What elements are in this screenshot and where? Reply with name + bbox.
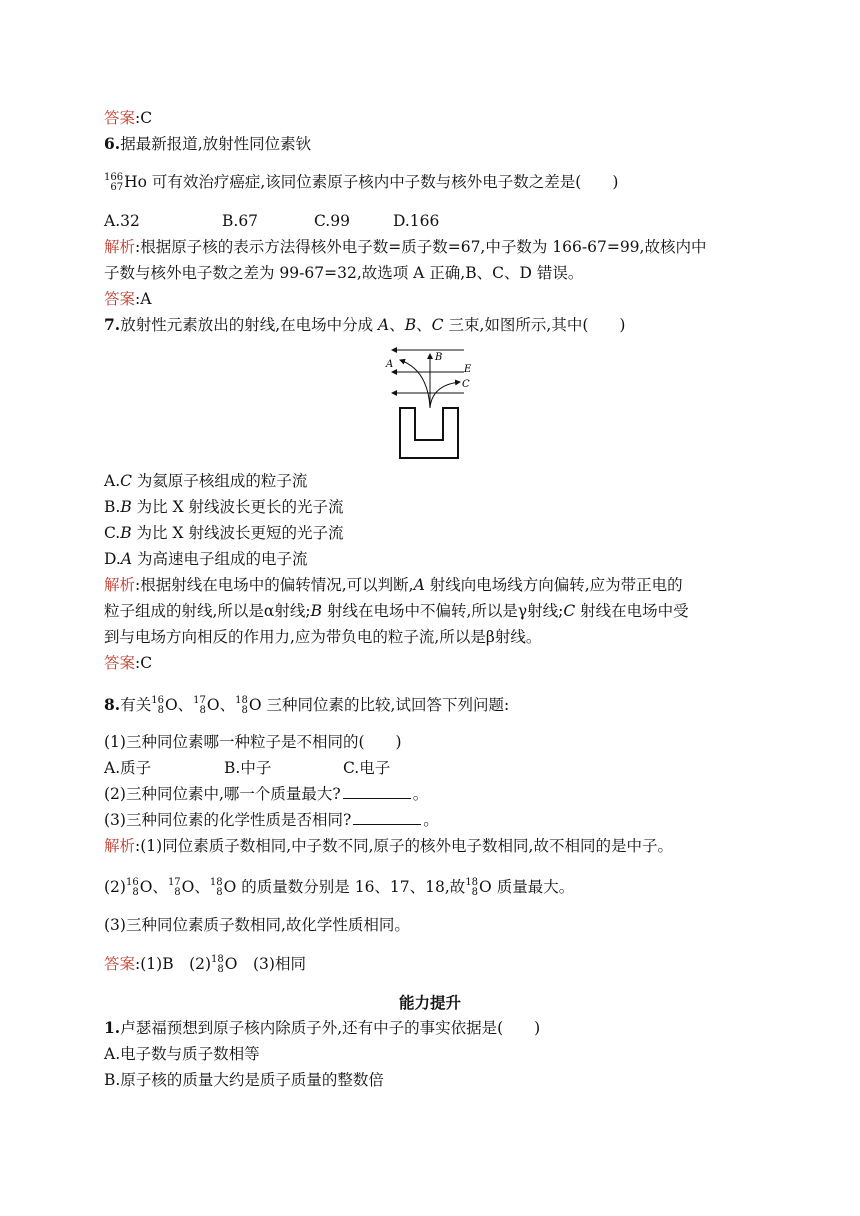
q7-option-b-beam: B	[120, 498, 132, 516]
p1-stem-text: 卢瑟福预想到原子核内除质子外,还有中子的事实依据是( )	[120, 1019, 541, 1037]
q6-options	[104, 210, 439, 232]
q7-option-b-prefix: B.	[104, 498, 121, 516]
q7-analysis-line1	[104, 574, 683, 596]
answer-label: 答案	[104, 955, 136, 973]
o16-symbol: O	[164, 696, 178, 714]
q7-number: 7.	[104, 315, 121, 334]
o16-numbers	[151, 696, 164, 716]
q6-analysis-line2	[104, 262, 583, 284]
a2-o18-symbol: O	[479, 878, 492, 896]
electric-field-lines	[392, 350, 464, 393]
o17-mass: 17	[193, 695, 206, 706]
answer-label: 答案	[104, 290, 136, 308]
analysis-label: 解析	[104, 837, 136, 855]
q8-sub1-line	[104, 731, 402, 753]
q5-answer: :C	[135, 109, 153, 127]
a-o17-z: 8	[174, 887, 181, 898]
a-o18-mass: 18	[209, 877, 223, 888]
ho-mass-number: 166	[104, 172, 124, 183]
q8-answer-line	[104, 953, 306, 975]
a-o16-mass: 16	[125, 877, 139, 888]
p1-stem-line	[104, 1017, 540, 1039]
figure-label-c: C	[462, 379, 470, 390]
lead-container	[400, 408, 458, 458]
o16-mass: 16	[151, 695, 164, 706]
q7-option-d-beam: A	[120, 550, 133, 568]
q8-answer-part2: (3)相同	[237, 955, 306, 973]
a-o17-mass: 17	[167, 877, 181, 888]
q8-option-a: A.质子	[104, 759, 152, 777]
a-o16-z: 8	[132, 887, 139, 898]
q8-analysis-text1: :(1)同位素质子数相同,中子数不同,原子的核外电子数相同,故不相同的是中子。	[135, 837, 673, 855]
q8-sep1: 、	[177, 696, 194, 714]
q7-analysis-text1a: :根据射线在电场中的偏转情况,可以判断,	[135, 576, 414, 594]
q7-option-d-prefix: D.	[104, 550, 121, 568]
q7-analysis-text1b: 射线向电场线方向偏转,应为带正电的	[424, 576, 683, 594]
analysis-label: 解析	[104, 576, 136, 594]
q7-stem-part1: 放射性元素放出的射线,在电场中分成	[120, 316, 379, 334]
q8-stem-pre: 有关	[120, 696, 152, 714]
q8-analysis2-post: 质量最大。	[491, 878, 575, 896]
q7-option-d-text: 为高速电子组成的电子流	[132, 550, 308, 568]
q8-analysis2-mid: 的质量数分别是 16、17、18,故	[236, 878, 466, 896]
q8-option-b: B.中子	[224, 759, 272, 777]
ho-nuclide-numbers	[104, 173, 123, 193]
o18-numbers	[235, 696, 248, 716]
p1-option-a-text: A.电子数与质子数相等	[104, 1045, 260, 1063]
o16-z: 8	[157, 705, 164, 716]
ans-o18-numbers	[211, 955, 224, 975]
q8-sub3-period: 。	[423, 811, 439, 829]
q7-analysis-beam-c: C	[563, 602, 576, 620]
p1-option-b-text: B.原子核的质量大约是质子质量的整数倍	[104, 1071, 384, 1089]
q8-answer-part1: :(1)B (2)	[135, 955, 212, 973]
p1-option-b	[104, 1069, 384, 1091]
q7-option-a-prefix: A.	[104, 472, 121, 490]
q6-answer: :A	[135, 290, 152, 308]
q7-analysis-text3: 到与电场方向相反的作用力,应为带负电的粒子流,所以是β射线。	[104, 628, 542, 646]
q5-answer-line	[104, 107, 152, 129]
q7-option-a-beam: C	[120, 472, 132, 490]
q8-sub2-period: 。	[412, 785, 429, 803]
o17-z: 8	[199, 705, 206, 716]
q7-answer: :C	[135, 654, 153, 672]
figure-label-b: B	[435, 352, 443, 363]
q8-analysis-line2	[104, 876, 574, 898]
q6-option-b: B.67	[222, 212, 259, 230]
q8-sub2-blank	[343, 784, 411, 799]
q7-stem-sep1: 、	[389, 316, 405, 334]
p1-number: 1.	[104, 1018, 121, 1037]
o18-z: 8	[241, 705, 248, 716]
q8-analysis-line3	[104, 914, 410, 936]
q7-answer-line	[104, 652, 152, 674]
ans-o18-symbol: O	[224, 955, 238, 973]
q6-number: 6.	[104, 134, 121, 153]
q6-analysis-line1	[104, 236, 706, 258]
ans-o18-mass: 18	[211, 954, 224, 965]
o18-mass: 18	[235, 695, 248, 706]
a-o17-numbers	[168, 878, 181, 898]
q7-option-c-beam: B	[120, 524, 132, 542]
a-o17-symbol: O	[181, 878, 195, 896]
answer-label: 答案	[104, 109, 136, 127]
q8-sep2: 、	[219, 696, 236, 714]
beam-a-path	[400, 360, 430, 408]
q8-analysis2-pre: (2)	[104, 878, 126, 896]
q8-sub3-text: (3)三种同位素的化学性质是否相同?	[104, 811, 352, 829]
q7-option-b-text: 为比 X 射线波长更长的光子流	[131, 498, 344, 516]
ans-o18-z: 8	[217, 964, 224, 975]
q6-answer-line	[104, 288, 151, 310]
q6-analysis-text2: 子数与核外电子数之差为 99-67=32,故选项 A 正确,B、C、D 错误。	[104, 264, 584, 282]
a-sep2: 、	[194, 878, 210, 896]
beam-c-path	[430, 382, 460, 408]
q7-analysis-text2a: 粒子组成的射线,所以是α射线;	[104, 602, 311, 620]
q8-sub3-blank	[353, 810, 421, 825]
q8-analysis-line1	[104, 835, 673, 857]
ho-atomic-number: 67	[110, 182, 124, 193]
radiation-field-figure	[380, 340, 480, 462]
a-sep1: 、	[152, 878, 168, 896]
q7-option-a-text: 为氦原子核组成的粒子流	[132, 472, 308, 490]
ho-symbol: Ho	[124, 173, 147, 191]
q7-analysis-text2c: 射线在电场中受	[575, 602, 689, 620]
q8-analysis-text3: (3)三种同位素质子数相同,故化学性质相同。	[104, 916, 410, 934]
a-o16-symbol: O	[139, 878, 153, 896]
o17-symbol: O	[206, 696, 220, 714]
figure-label-a: A	[386, 359, 394, 370]
analysis-label: 解析	[104, 238, 136, 256]
q8-stem-line	[104, 694, 509, 716]
q6-stem-part2: 可有效治疗癌症,该同位素原子核内中子数与核外电子数之差是( )	[146, 173, 619, 191]
answer-label: 答案	[104, 654, 136, 672]
q7-stem-line	[104, 314, 625, 336]
a2-o18-z: 8	[471, 887, 479, 898]
q7-analysis-beam-a: A	[413, 576, 425, 594]
q7-stem-beam-b: B	[404, 316, 417, 334]
q7-option-c	[104, 522, 343, 544]
q7-analysis-text2b: 射线在电场中不偏转,所以是γ射线;	[322, 602, 564, 620]
o17-numbers	[193, 696, 206, 716]
q7-stem-beam-c: C	[431, 316, 444, 334]
q7-analysis-line3	[104, 626, 541, 648]
q8-sub1-options	[104, 757, 390, 779]
q8-sub2-text: (2)三种同位素中,哪一个质量最大?	[104, 785, 341, 803]
q7-analysis-beam-b: B	[310, 602, 323, 620]
q8-sub2-line	[104, 783, 428, 805]
q7-option-d	[104, 548, 307, 570]
q6-stem-line2	[104, 171, 618, 193]
q8-sub1-text: (1)三种同位素哪一种粒子是不相同的( )	[104, 733, 402, 751]
q7-stem-part2: 三束,如图所示,其中( )	[443, 316, 626, 334]
q8-option-c: C.电子	[343, 759, 391, 777]
p1-option-a	[104, 1043, 260, 1065]
q7-option-b	[104, 496, 344, 518]
q6-stem-line1	[104, 133, 311, 155]
q8-stem-post: 三种同位素的比较,试回答下列问题:	[261, 696, 510, 714]
q7-option-a	[104, 470, 307, 492]
q6-option-d: D.166	[393, 212, 440, 230]
a-o18-z: 8	[216, 887, 223, 898]
q6-option-c: C.99	[314, 212, 350, 230]
o18-symbol: O	[248, 696, 262, 714]
q7-option-c-prefix: C.	[104, 524, 121, 542]
q7-stem-sep2: 、	[416, 316, 432, 334]
q6-analysis-text1: :根据原子核的表示方法得核外电子数=质子数=67,中子数为 166-67=99,故核内中	[135, 238, 707, 256]
q6-stem-part1: 据最新报道,放射性同位素钬	[120, 135, 312, 153]
a-o18-numbers	[210, 878, 223, 898]
q8-number: 8.	[104, 695, 121, 714]
section-heading: 能力提升	[398, 994, 461, 1012]
q8-sub3-line	[104, 809, 439, 831]
q7-stem-beam-a: A	[378, 316, 390, 334]
q7-option-c-text: 为比 X 射线波长更短的光子流	[131, 524, 344, 542]
figure-label-e: E	[464, 364, 472, 375]
a2-o18-numbers	[465, 878, 478, 898]
q7-analysis-line2	[104, 600, 689, 622]
a-o18-symbol: O	[223, 878, 237, 896]
a-o16-numbers	[126, 878, 139, 898]
a2-o18-mass: 18	[465, 877, 479, 888]
q6-option-a: A.32	[104, 212, 140, 230]
